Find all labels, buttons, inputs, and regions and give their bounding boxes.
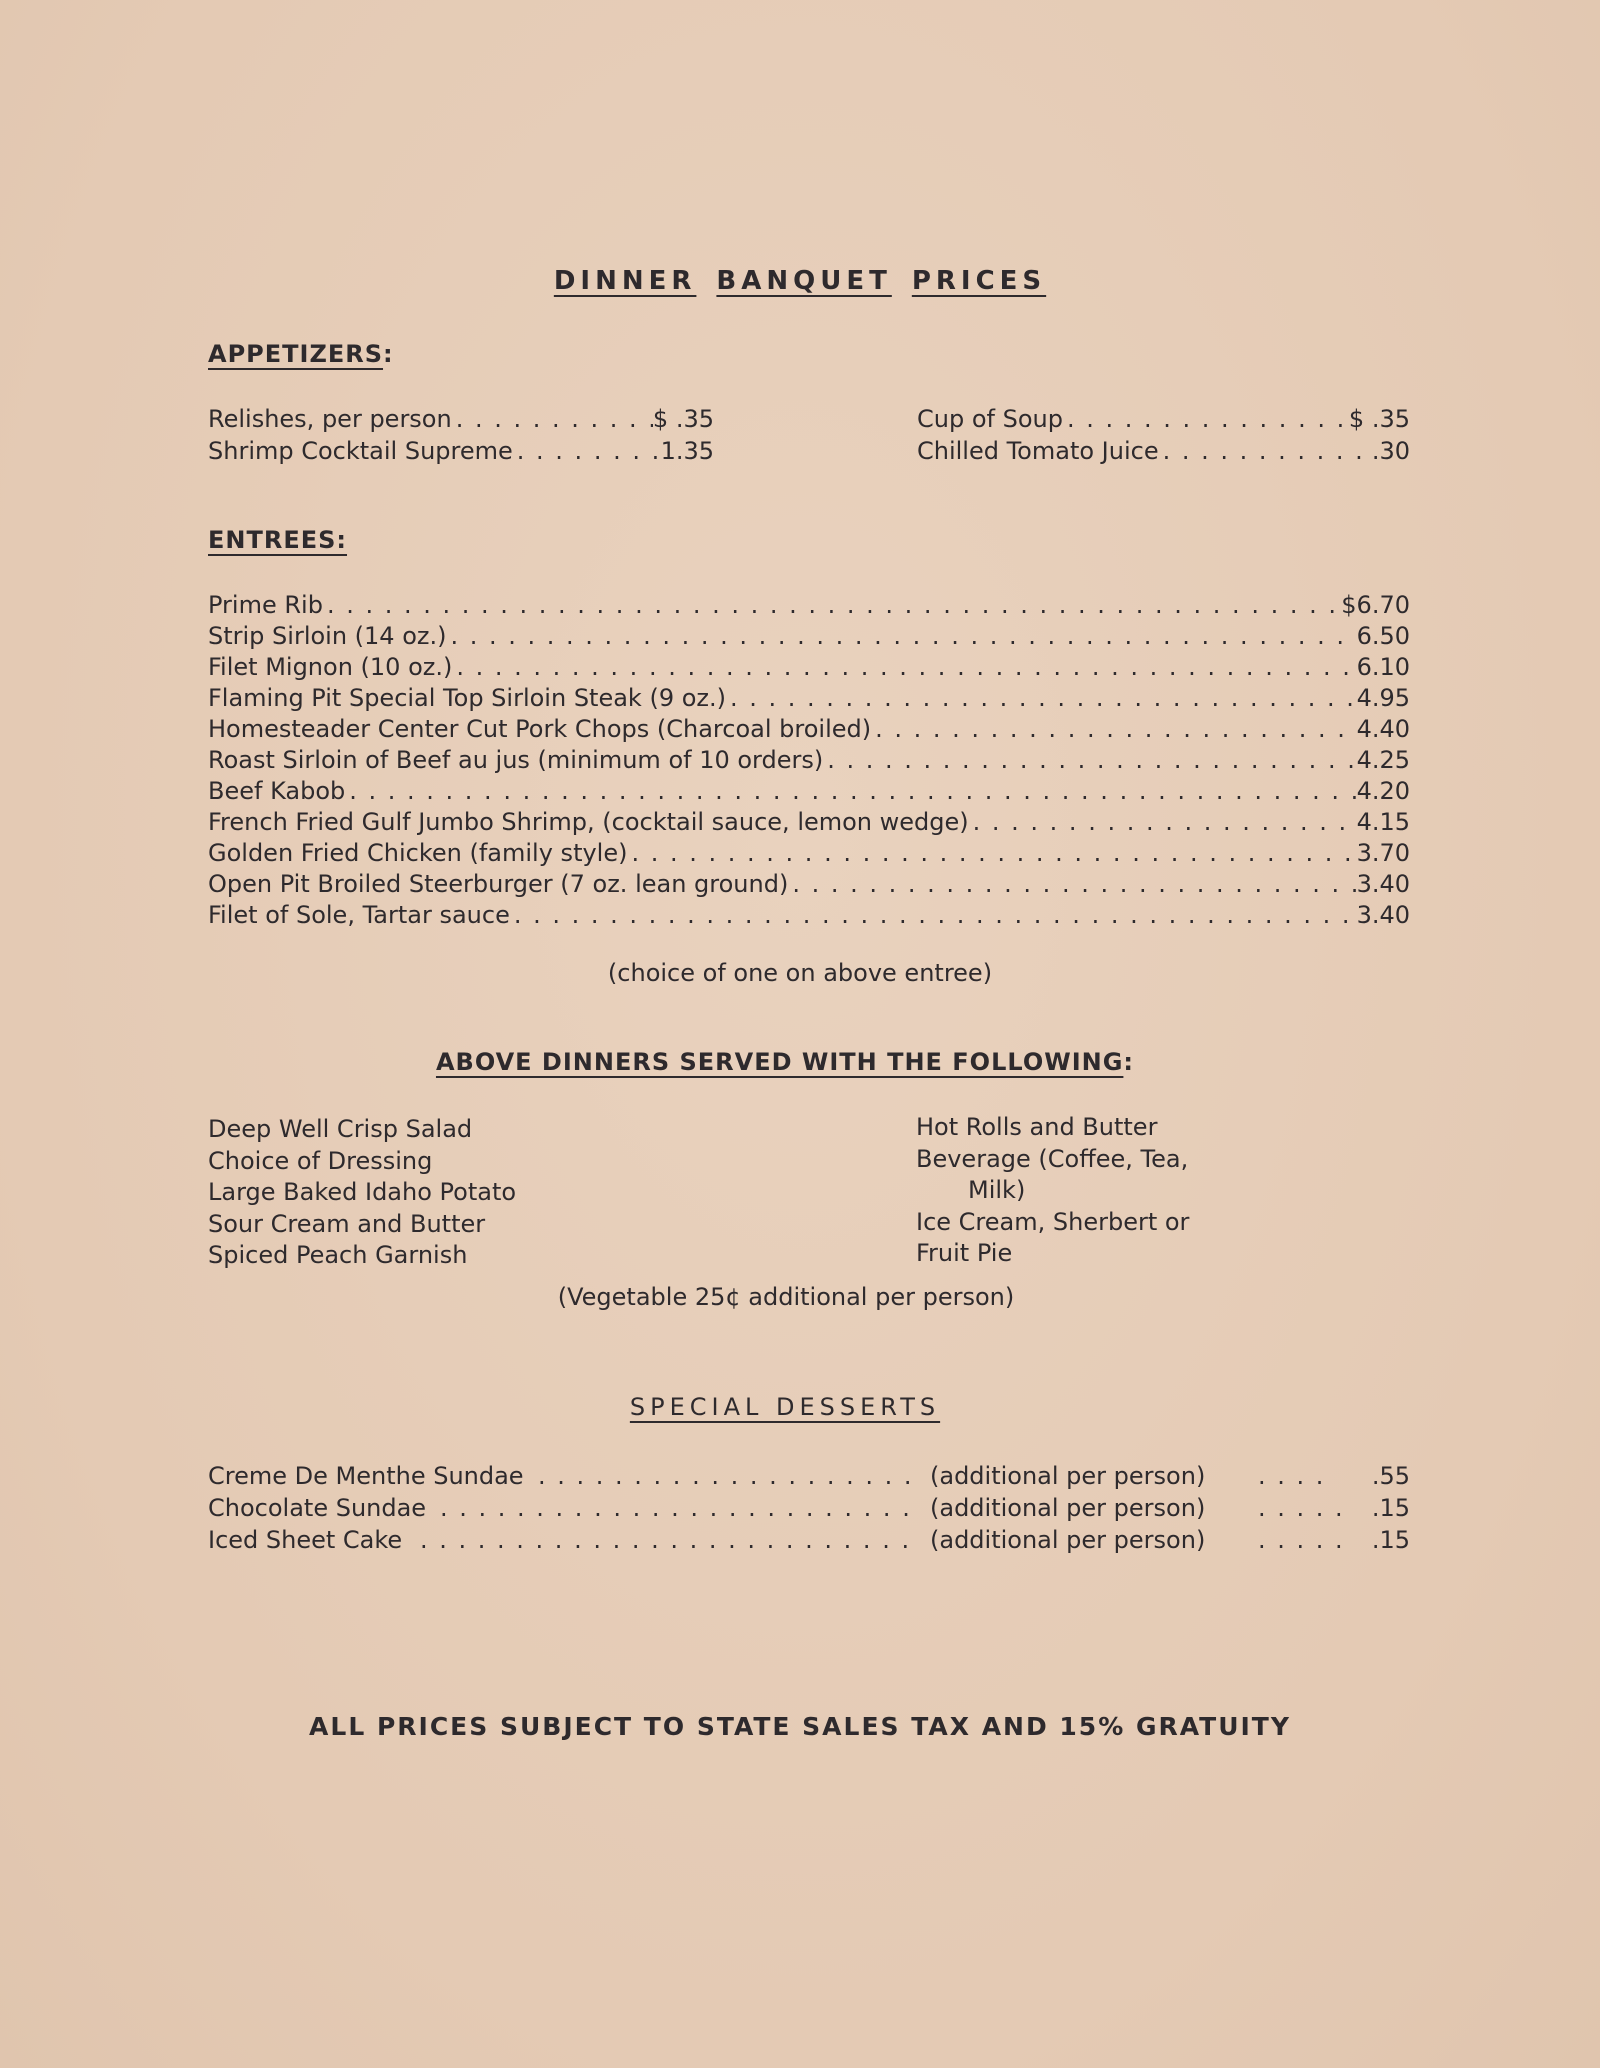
desserts-heading: SPECIAL DESSERTS [629, 1393, 941, 1421]
vegetable-note: (Vegetable 25¢ additional per person) [557, 1283, 1015, 1311]
menu-page: DINNER BANQUET PRICES APPETIZERS: Relishes, per person . . . $ .35 Shrimp Cocktail Supreme . . . 1.35 Cup of Soup . . . $ .35 Chilled Tomato Juice . . . .30 ENTREES: Prime Rib . . . $6.70 Strip Sirloin (14 oz.) . . . 6.50 Filet Mignon (10 oz.) . . . 6.10 Flaming Pit Special Top Sirloin Steak (9 oz.) . . . 4.95 Homesteader Center Cut Pork Chops (Charcoal broiled) . . . 4.40 Roast Sirloin of Beef au jus (minimum of 10 orders) . . . 4.25 Beef Kabob . . . 4.20 French Fried Gulf Jumbo Shrimp, (cocktail sauce, lemon wedge) . . . 4.15 Golden Fried Chicken (family style) . . . 3.70 Open Pit Broiled Steerburger (7 oz. lean ground) . . . 3.40 Filet of Sole, Tartar sauce . . . 3.40 (choice of one on above entree) ABOVE DINNERS SERVED WITH THE FOLLOWING: Deep Well Crisp Salad Choice of Dressing Large Baked Idaho Potato Sour Cream and Butter Spiced Peach Garnish Hot Rolls and Butter Beverage (Coffee, Tea, Milk) Ice Cream, Sherbert or Fruit Pie (Vegetable 25¢ additional per person) SPECIAL DESSERTS Creme De Menthe Sundae . . . (additional per person) . . . . .55 Chocolate Sundae . . . (additional per person) . . . . . .15 Iced Sheet Cake . . . (additional per person) . . . . . .15 ALL PRICES SUBJECT TO STATE SALES TAX AND 15% GRATUITY [0, 0, 1600, 2068]
list-item: Deep Well Crisp Salad [208, 1115, 473, 1143]
title-word: BANQUET [716, 266, 892, 296]
served-with-right-list [916, 1112, 1189, 1270]
entree-item: Flaming Pit Special Top Sirloin Steak (9 oz.) . . . 4.95 [208, 683, 1410, 714]
entree-item: Open Pit Broiled Steerburger (7 oz. lean ground) . . . 3.40 [208, 869, 1410, 900]
served-with-left-list [208, 1114, 516, 1272]
entree-item: Strip Sirloin (14 oz.) . . . 6.50 [208, 621, 1410, 652]
served-with-heading: ABOVE DINNERS SERVED WITH THE FOLLOWING: [435, 1048, 1135, 1076]
list-item: Large Baked Idaho Potato [208, 1178, 517, 1206]
entree-item: French Fried Gulf Jumbo Shrimp, (cocktail sauce, lemon wedge) . . . 4.15 [208, 807, 1410, 838]
appetizer-item: Relishes, per person . . . $ .35 [208, 404, 714, 435]
list-item: Choice of Dressing [208, 1146, 433, 1175]
entree-item: Roast Sirloin of Beef au jus (minimum of 10 orders) . . . 4.25 [208, 745, 1410, 776]
entree-item: Homesteader Center Cut Pork Chops (Charcoal broiled) . . . 4.40 [208, 714, 1410, 745]
list-item: Beverage (Coffee, Tea, [916, 1144, 1189, 1173]
list-item: Ice Cream, Sherbert or [916, 1207, 1190, 1236]
list-item: Milk) [968, 1176, 1026, 1204]
entree-item: Filet of Sole, Tartar sauce . . . 3.40 [208, 900, 1410, 931]
list-item: Sour Cream and Butter [208, 1209, 486, 1238]
entree-item: Beef Kabob . . . 4.20 [208, 776, 1410, 807]
appetizer-item: Shrimp Cocktail Supreme . . . 1.35 [208, 436, 714, 467]
entree-item: Filet Mignon (10 oz.) . . . 6.10 [208, 652, 1410, 683]
entree-note: (choice of one on above entree) [607, 959, 993, 987]
page-title [0, 266, 1600, 296]
list-item: Hot Rolls and Butter [916, 1113, 1158, 1141]
tax-gratuity-footer: ALL PRICES SUBJECT TO STATE SALES TAX AND 15% GRATUITY [309, 1712, 1291, 1741]
title-word: PRICES [911, 266, 1047, 296]
list-item: Fruit Pie [916, 1239, 1013, 1267]
entree-item: Prime Rib . . . $6.70 [208, 590, 1410, 621]
list-item: Spiced Peach Garnish [208, 1241, 468, 1269]
appetizers-heading: APPETIZERS: [208, 340, 394, 368]
appetizer-item: Cup of Soup . . . $ .35 [917, 404, 1410, 435]
appetizer-item: Chilled Tomato Juice . . . .30 [917, 436, 1410, 467]
entrees-heading: ENTREES: [208, 526, 348, 554]
entree-item: Golden Fried Chicken (family style) . . . 3.70 [208, 838, 1410, 869]
title-word: DINNER [553, 266, 697, 296]
